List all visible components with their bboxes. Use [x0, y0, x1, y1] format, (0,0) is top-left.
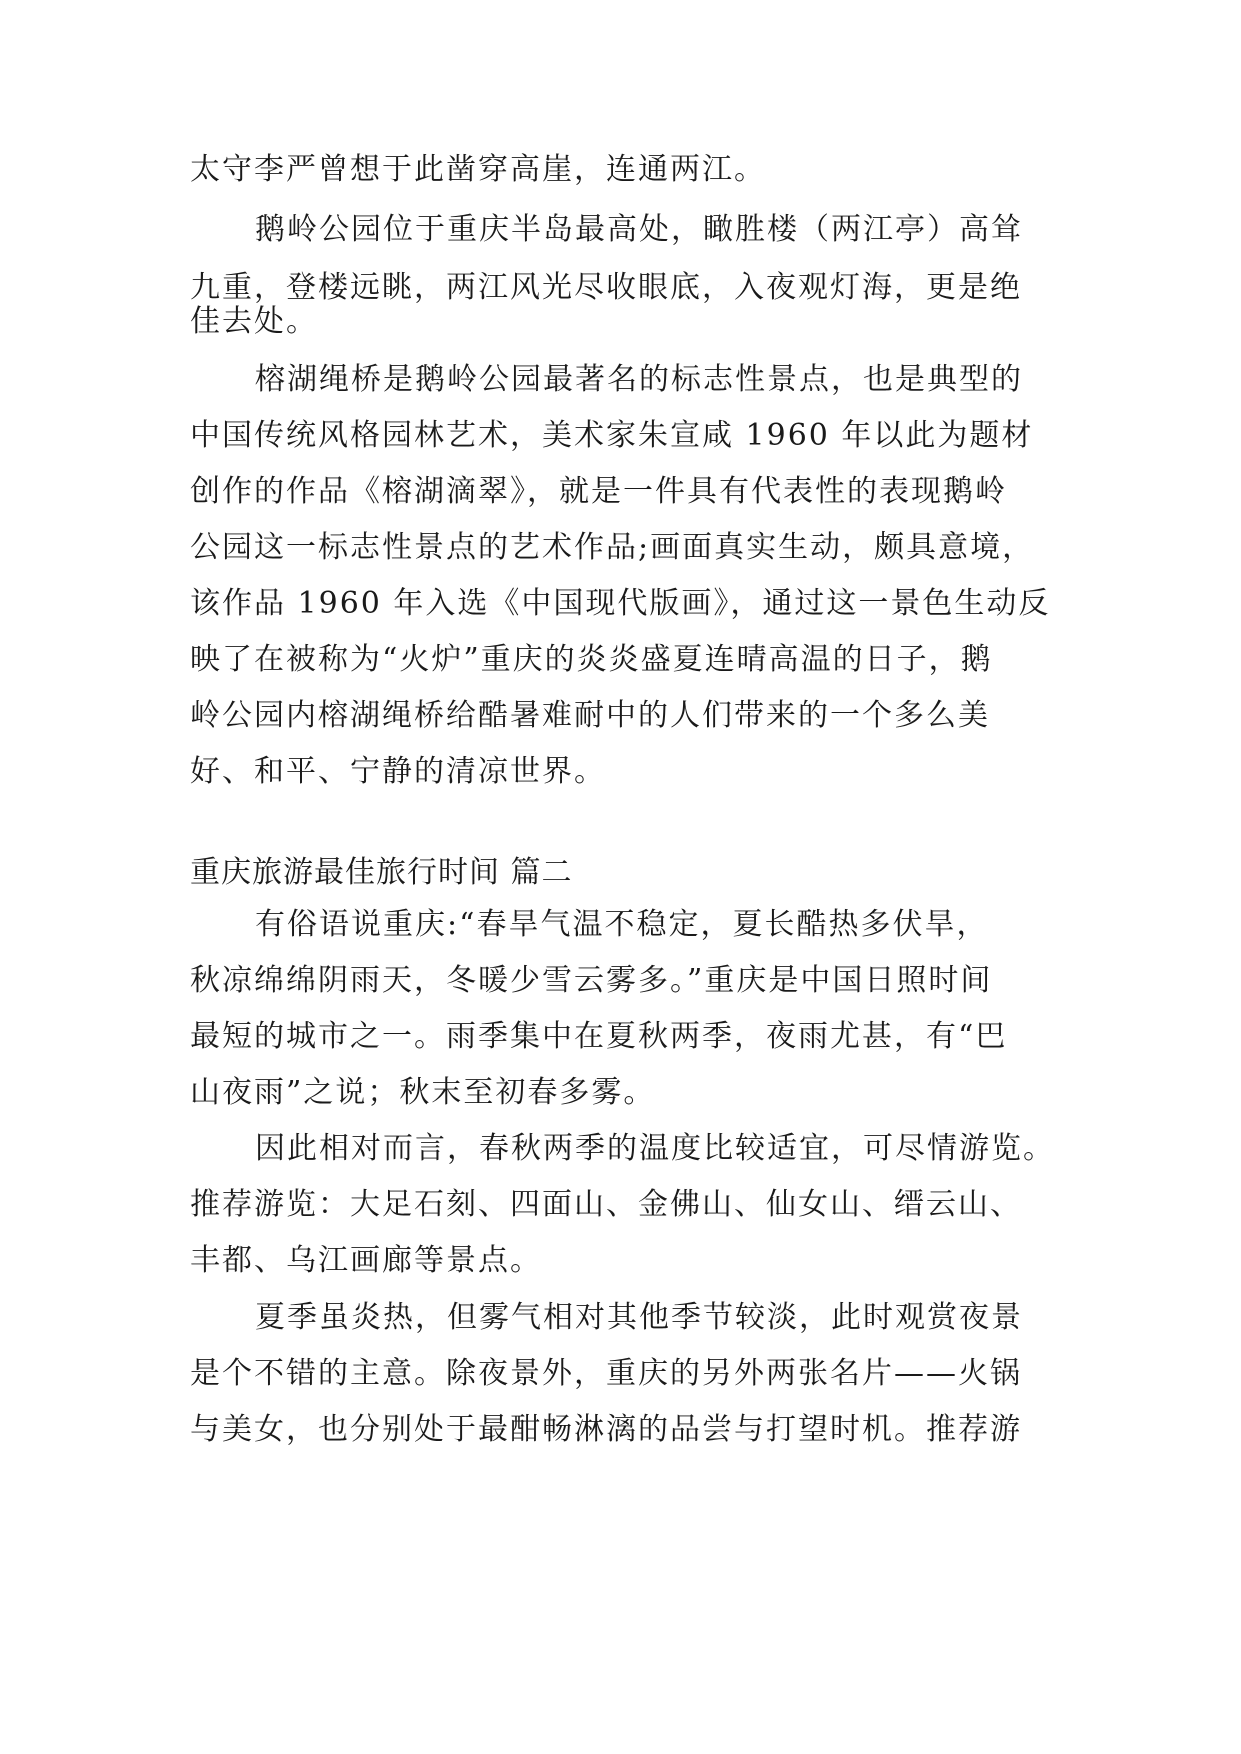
paragraph-line: 创作的作品《榕湖滴翠》，就是一件具有代表性的表现鹅岭 — [190, 474, 1007, 509]
paragraph-line: 榕湖绳桥是鹅岭公园最著名的标志性景点，也是典型的 — [255, 362, 1023, 397]
paragraph-line: 公园这一标志性景点的艺术作品;画面真实生动，颇具意境， — [190, 530, 1035, 565]
paragraph-line: 岭公园内榕湖绳桥给酷暑难耐中的人们带来的一个多么美 — [190, 698, 990, 733]
paragraph-line: 因此相对而言，春秋两季的温度比较适宜，可尽情游览。 — [255, 1131, 1055, 1166]
paragraph-line: 鹅岭公园位于重庆半岛最高处，瞰胜楼（两江亭）高耸 — [255, 212, 1023, 247]
paragraph-line: 好、和平、宁静的清凉世界。 — [190, 754, 606, 789]
paragraph-line: 太守李严曾想于此凿穿高崖，连通两江。 — [190, 152, 766, 187]
paragraph-line: 有俗语说重庆:“春旱气温不稳定，夏长酷热多伏旱， — [255, 907, 989, 942]
paragraph-line: 九重，登楼远眺，两江风光尽收眼底，入夜观灯海，更是绝 — [190, 270, 1022, 305]
paragraph-line: 与美女，也分别处于最酣畅淋漓的品尝与打望时机。推荐游 — [190, 1412, 1022, 1447]
paragraph-line: 夏季虽炎热，但雾气相对其他季节较淡，此时观赏夜景 — [255, 1300, 1023, 1335]
paragraph-line: 佳去处。 — [190, 304, 318, 339]
paragraph-line: 秋凉绵绵阴雨天，冬暖少雪云雾多。”重庆是中国日照时间 — [190, 963, 993, 998]
paragraph-line: 映了在被称为“火炉”重庆的炎炎盛夏连晴高温的日子，鹅 — [190, 642, 993, 677]
paragraph-line: 最短的城市之一。雨季集中在夏秋两季，夜雨尤甚，有“巴 — [190, 1019, 1008, 1054]
paragraph-line: 推荐游览：大足石刻、四面山、金佛山、仙女山、缙云山、 — [190, 1187, 1022, 1222]
paragraph-line: 该作品 1960 年入选《中国现代版画》，通过这一景色生动反 — [190, 586, 1051, 621]
section-heading: 重庆旅游最佳旅行时间 篇二 — [190, 855, 573, 890]
paragraph-line: 是个不错的主意。除夜景外，重庆的另外两张名片——火锅 — [190, 1356, 1022, 1391]
paragraph-line: 山夜雨”之说；秋末至初春多雾。 — [190, 1075, 656, 1110]
paragraph-line: 中国传统风格园林艺术，美术家朱宣咸 1960 年以此为题材 — [190, 418, 1034, 453]
paragraph-line: 丰都、乌江画廊等景点。 — [190, 1243, 542, 1278]
